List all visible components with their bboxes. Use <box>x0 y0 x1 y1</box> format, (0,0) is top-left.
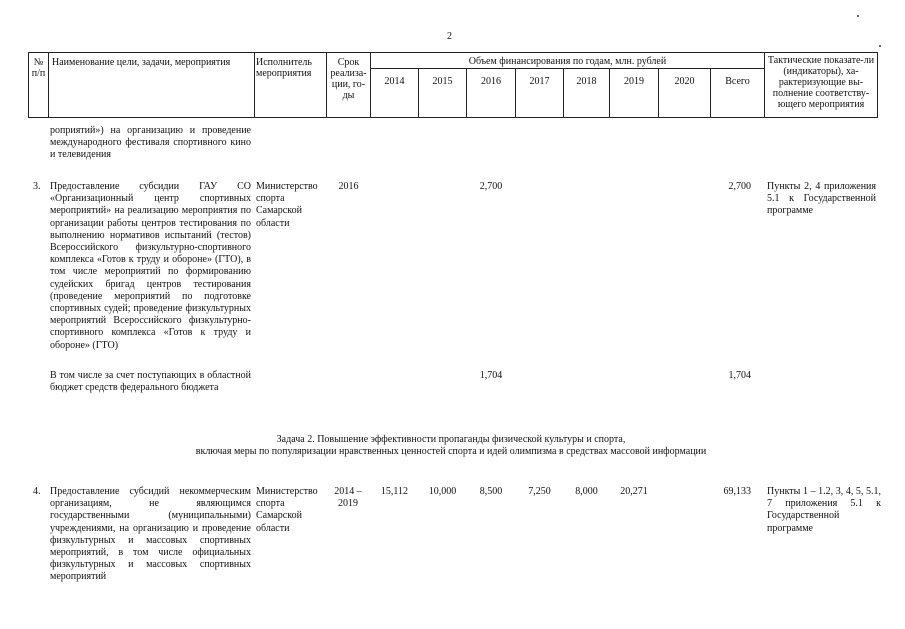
task-heading-line2: включая меры по популяризации нравственных ценностей спорта и идей олимпизма в средствах массовой информации <box>195 446 707 457</box>
row-value-2018: 8,000 <box>575 486 598 497</box>
header-year: 2020 <box>674 76 695 87</box>
row-indicators: Пункты 2, 4 приложения 5.1 к Государственной программе <box>767 181 876 217</box>
row-number: 3. <box>33 181 41 192</box>
row-value-2017: 7,250 <box>528 486 551 497</box>
row-name: Предоставление субсидий некоммерческим организациям, не являющимся государственными (муниципальными) учреждениями, на организацию и проведение физкультурных и массовых спортивных мероприятий, в том числе официальных физкультурных и массовых спортивных мероприятий <box>50 486 251 583</box>
row-indicators: Пункты 1 – 1.2, 3, 4, 5, 5.1, 7 приложения 5.1 к Государственной программе <box>767 486 881 534</box>
row-term: 2014 – 2019 <box>334 486 362 510</box>
page-number: 2 <box>447 31 452 42</box>
row-executor: Министерство спорта Самарской области <box>256 486 318 534</box>
row-name: Предоставление субсидии ГАУ СО «Организационный центр спортивных мероприятий» на реализацию мероприятия по организации работы центров тестирования по выполнению нормативов испытаний (тестов) Всероссийского физкультурно-спортивного комплекса «Готов к труду и обороне» (ГТО), в том числе мероприятий по формированию судейских бригад центров тестирования (проведение мероприятий по подготовке спортивных судей; проведение физкультурных мероприятий Всероссийского физкультурно-спортивного комплекса «Готов к труду и обороне» (ГТО) <box>50 181 251 351</box>
header-year: 2019 <box>624 76 644 87</box>
continuation-text: роприятий») на организацию и проведение международного фестиваля спортивного кино и телевидения <box>50 125 251 161</box>
scan-speck <box>857 15 859 17</box>
header-funding: Объем финансирования по годам, млн. рублей <box>468 56 667 67</box>
row-value-2015: 10,000 <box>428 486 457 497</box>
row-value-2016: 8,500 <box>479 486 503 497</box>
task-heading: Задача 2. Повышение эффективности пропаганды физической культуры и спорта, <box>276 434 626 445</box>
header-num: № п/п <box>31 57 46 79</box>
header-name: Наименование цели, задачи, мероприятия <box>52 57 231 68</box>
header-indicators: Тактические показате-ли (индикаторы), ха-рактеризующие вы-полнение соответству-ющего мероприятия <box>767 55 875 110</box>
row-total: 1,704 <box>728 370 751 381</box>
header-year: 2014 <box>384 76 405 87</box>
row-term: 2016 <box>338 181 359 192</box>
row-value-2019: 20,271 <box>620 486 648 497</box>
header-year: 2018 <box>576 76 597 87</box>
row-total: 69,133 <box>723 486 751 497</box>
row-value-2016: 2,700 <box>479 181 503 192</box>
header-year: 2016 <box>481 76 501 87</box>
row-total: 2,700 <box>728 181 751 192</box>
header-total: Всего <box>725 76 750 87</box>
header-term: Срок реализа-ции, го-ды <box>330 57 367 101</box>
header-executor: Исполнитель мероприятия <box>256 57 312 79</box>
row-executor: Министерство спорта Самарской области <box>256 181 318 229</box>
scan-speck <box>879 45 881 47</box>
row-name: В том числе за счет поступающих в областной бюджет средств федерального бюджета <box>50 370 251 394</box>
row-value-2014: 15,112 <box>380 486 409 497</box>
row-value-2016: 1,704 <box>479 370 503 381</box>
header-year: 2015 <box>432 76 453 87</box>
header-year: 2017 <box>529 76 550 87</box>
row-number: 4. <box>33 486 41 497</box>
